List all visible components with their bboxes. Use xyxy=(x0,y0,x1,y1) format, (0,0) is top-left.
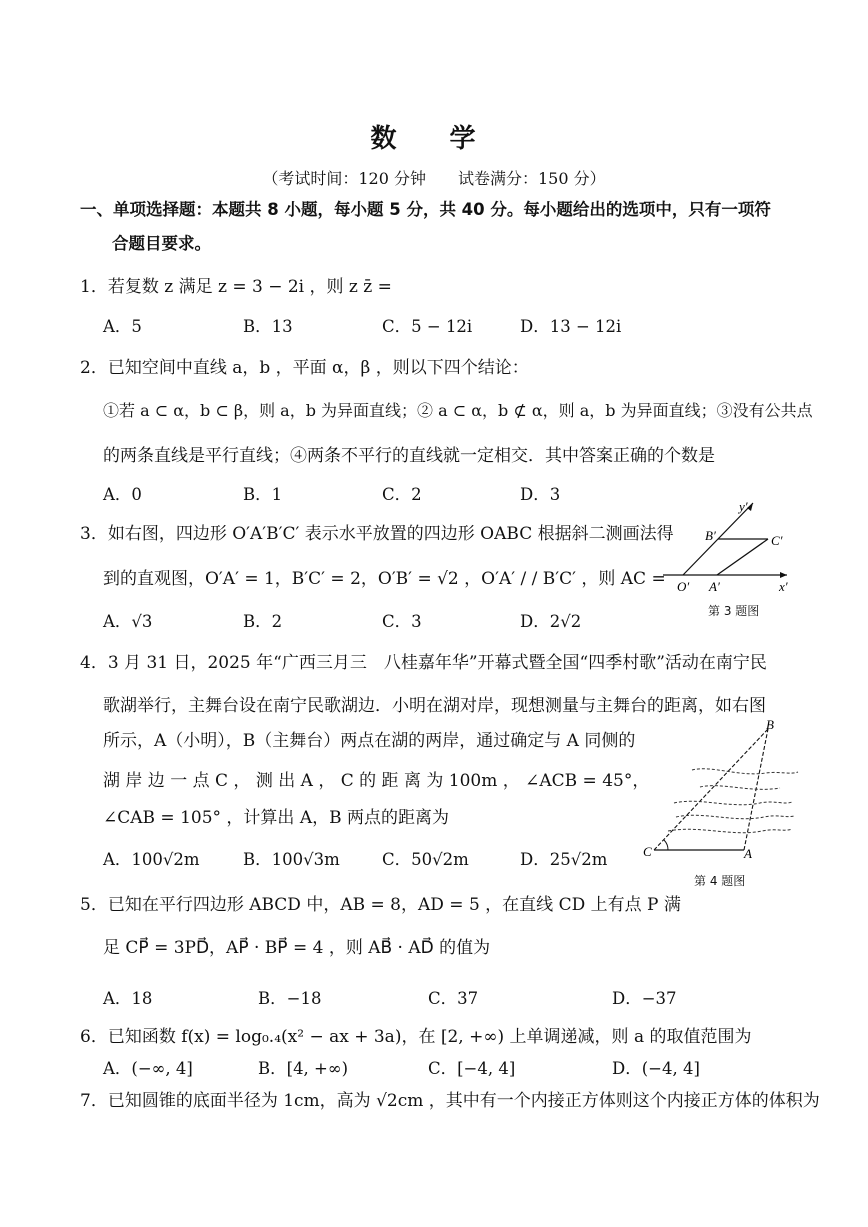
exam-info: （考试时间：120 分钟 试卷满分：150 分） xyxy=(262,169,606,188)
q3-stem-line1: 3．如右图，四边形 O′A′B′C′ 表示水平放置的四边形 OABC 根据斜二测画法得 xyxy=(80,524,674,544)
q6-option-c: C．[−4, 4] xyxy=(428,1059,516,1078)
q4-option-b: B．100√3m xyxy=(243,850,340,869)
q1-option-a: A．5 xyxy=(103,317,142,336)
q4-stem-line2: 歌湖举行，主舞台设在南宁民歌湖边．小明在湖对岸，现想测量与主舞台的距离，如右图 xyxy=(103,696,766,716)
wave-line xyxy=(676,815,794,818)
q4-stem-line4: 湖 岸 边 一 点 C ， 测 出 A ， C 的 距 离 为 100m ， ∠ACB = 45°， xyxy=(103,771,650,791)
section-heading-line2: 合题目要求。 xyxy=(112,234,211,253)
q1-stem: 1．若复数 z 满足 z = 3 − 2i ，则 z z̄ = xyxy=(80,277,392,297)
q5-option-a: A．18 xyxy=(103,989,153,1008)
label-b: B′ xyxy=(705,528,716,543)
q2-option-a: A．0 xyxy=(103,485,142,504)
wave-line xyxy=(674,801,792,804)
q3-stem-line2: 到的直观图，O′A′ = 1，B′C′ = 2，O′B′ = √2 ，O′A′ / / B′C′ ，则 AC = xyxy=(103,569,666,589)
q4-option-c: C．50√2m xyxy=(382,850,469,869)
q4-figure-caption: 第 4 题图 xyxy=(694,874,746,888)
q7-stem: 7．已知圆锥的底面半径为 1cm，高为 √2cm ，其中有一个内接正方体则这个内接正方体的体积为 xyxy=(80,1091,820,1111)
label-c: C′ xyxy=(771,533,783,548)
q1-option-b: B．13 xyxy=(243,317,293,336)
q6-option-a: A．(−∞, 4] xyxy=(103,1059,193,1078)
q6-option-d: D．(−4, 4] xyxy=(612,1059,700,1078)
page-title: 数 学 xyxy=(370,124,498,154)
label-x: x′ xyxy=(779,579,788,594)
shore-line xyxy=(692,769,798,774)
segment-c-a xyxy=(717,539,768,575)
q6-stem: 6．已知函数 f(x) = log₀.₄(x² − ax + 3a)，在 [2, +∞) 上单调递减，则 a 的取值范围为 xyxy=(80,1027,752,1047)
label-a: A xyxy=(744,846,752,861)
q1-option-d: D．13 − 12i xyxy=(520,317,622,336)
q3-figure-caption: 第 3 题图 xyxy=(708,604,760,618)
q3-option-c: C．3 xyxy=(382,612,422,631)
label-y: y′ xyxy=(739,499,748,514)
q1-option-c: C．5 − 12i xyxy=(382,317,473,336)
q5-option-c: C．37 xyxy=(428,989,479,1008)
label-o: O′ xyxy=(677,579,690,594)
q3-option-b: B．2 xyxy=(243,612,283,631)
q2-option-d: D．3 xyxy=(520,485,561,504)
shore-line xyxy=(668,829,792,833)
q2-statements-line1: ①若 a ⊂ α，b ⊂ β，则 a，b 为异面直线；② a ⊂ α，b ⊄ α，则 a，b 为异面直线；③没有公共点 xyxy=(103,401,813,420)
q3-option-d: D．2√2 xyxy=(520,612,582,631)
q3-figure xyxy=(655,495,795,600)
q3-option-a: A．√3 xyxy=(103,612,153,631)
q2-option-b: B．1 xyxy=(243,485,283,504)
q2-stem: 2．已知空间中直线 a，b ，平面 α，β ，则以下四个结论： xyxy=(80,358,529,378)
section-heading-line1: 一、单项选择题：本题共 8 小题，每小题 5 分，共 40 分。每小题给出的选项中，只有一项符 xyxy=(80,200,771,219)
q6-option-b: B．[4, +∞) xyxy=(258,1059,349,1078)
q2-statements-line2: 的两条直线是平行直线；④两条不平行的直线就一定相交．其中答案正确的个数是 xyxy=(103,446,715,466)
q4-stem-line3: 所示，A（小明），B（主舞台）两点在湖的两岸，通过确定与 A 同侧的 xyxy=(103,731,636,751)
q5-option-d: D．−37 xyxy=(612,989,677,1008)
q5-stem-line2: 足 CP⃗ = 3PD⃗，AP⃗ · BP⃗ = 4 ，则 AB⃗ · AD⃗ 的值为 xyxy=(103,938,491,958)
q4-option-d: D．25√2m xyxy=(520,850,608,869)
q4-stem-line5: ∠CAB = 105° ，计算出 A，B 两点的距离为 xyxy=(103,808,450,828)
q4-stem-line1: 4．3 月 31 日，2025 年“广西三月三 八桂嘉年华”开幕式暨全国“四季村歌”活动在南宁民 xyxy=(80,653,767,673)
q5-stem-line1: 5．已知在平行四边形 ABCD 中，AB = 8，AD = 5 ，在直线 CD 上有点 P 满 xyxy=(80,895,681,915)
label-a: A′ xyxy=(709,579,720,594)
q4-figure xyxy=(640,715,800,865)
q5-option-b: B．−18 xyxy=(258,989,322,1008)
label-b: B xyxy=(766,717,774,732)
segment-c-b xyxy=(654,729,768,850)
q4-option-a: A．100√2m xyxy=(103,850,200,869)
q2-option-c: C．2 xyxy=(382,485,422,504)
label-c: C xyxy=(643,844,652,859)
